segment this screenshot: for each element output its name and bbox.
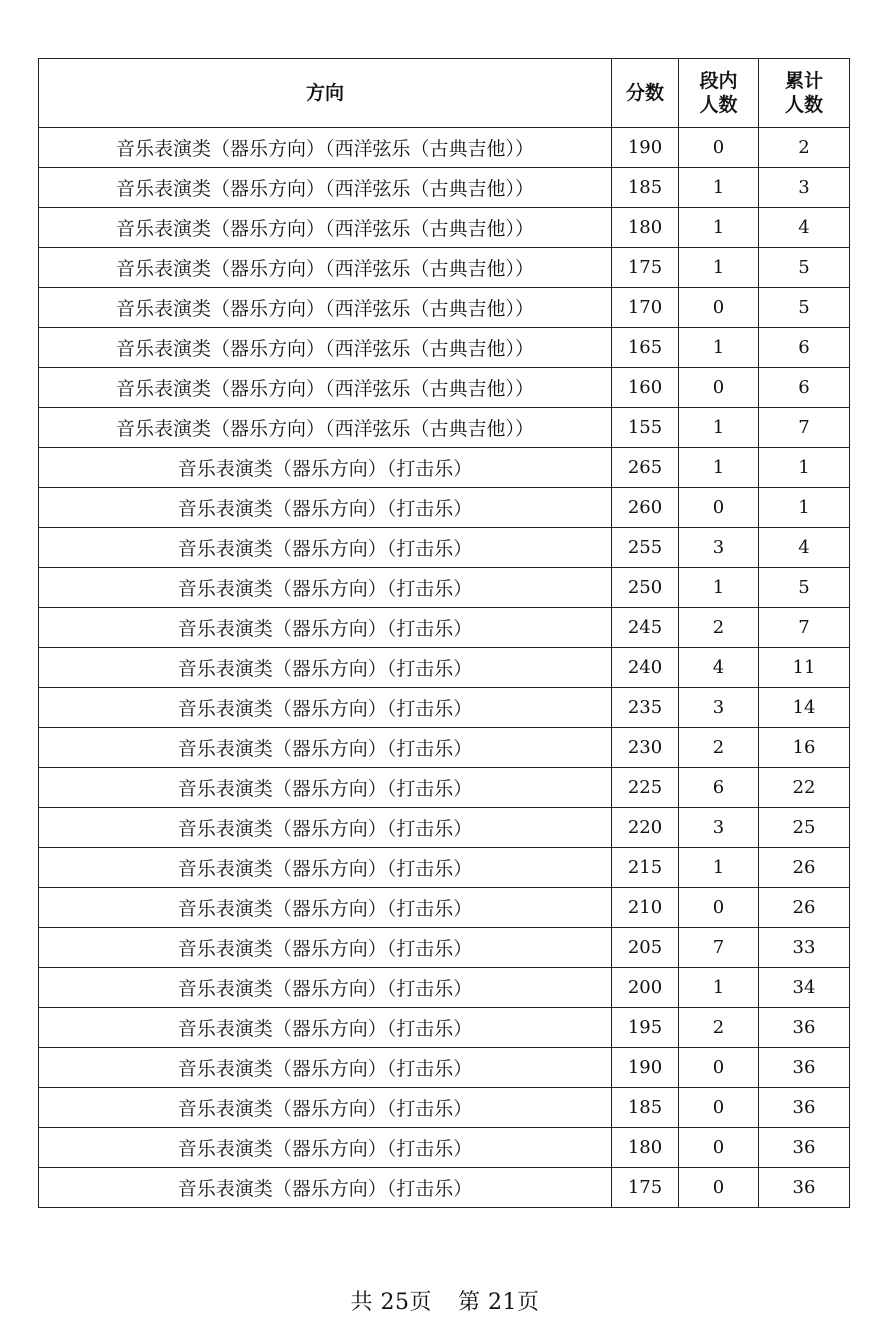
table-row [39,368,850,408]
cell-cumulative-count: 3 [759,168,850,208]
cell-direction: 音乐表演类（器乐方向）（打击乐） [39,848,612,888]
cell-score: 225 [612,768,679,808]
cell-direction: 音乐表演类（器乐方向）（打击乐） [39,448,612,488]
cell-cumulative-count: 14 [759,688,850,728]
cell-cumulative-count: 33 [759,928,850,968]
cell-cumulative-count: 1 [759,488,850,528]
cell-direction: 音乐表演类（器乐方向）（打击乐） [39,528,612,568]
table-row [39,928,850,968]
cell-segment-count: 3 [679,808,759,848]
cell-segment-count: 4 [679,648,759,688]
cell-cumulative-count: 6 [759,328,850,368]
cell-score: 235 [612,688,679,728]
cell-score: 200 [612,968,679,1008]
table-row [39,288,850,328]
table-row [39,328,850,368]
cell-direction: 音乐表演类（器乐方向）（西洋弦乐（古典吉他）） [39,408,612,448]
cell-score: 195 [612,1008,679,1048]
table-row [39,768,850,808]
cell-segment-count: 0 [679,1048,759,1088]
cell-score: 230 [612,728,679,768]
cell-score: 185 [612,1088,679,1128]
table-row [39,448,850,488]
table-header-row [39,59,850,128]
cell-cumulative-count: 5 [759,248,850,288]
cell-score: 160 [612,368,679,408]
cell-direction: 音乐表演类（器乐方向）（西洋弦乐（古典吉他）） [39,288,612,328]
total-pages-label: 共 25页 [350,1290,432,1315]
cell-segment-count: 2 [679,608,759,648]
cell-score: 215 [612,848,679,888]
cell-direction: 音乐表演类（器乐方向）（打击乐） [39,888,612,928]
cell-direction: 音乐表演类（器乐方向）（打击乐） [39,648,612,688]
table-row [39,1128,850,1168]
cell-score: 220 [612,808,679,848]
cell-score: 170 [612,288,679,328]
cell-direction: 音乐表演类（器乐方向）（西洋弦乐（古典吉他）） [39,248,612,288]
cell-segment-count: 3 [679,528,759,568]
table-row [39,528,850,568]
cell-direction: 音乐表演类（器乐方向）（打击乐） [39,1048,612,1088]
cell-cumulative-count: 5 [759,568,850,608]
cell-cumulative-count: 1 [759,448,850,488]
cell-score: 190 [612,1048,679,1088]
cell-direction: 音乐表演类（器乐方向）（打击乐） [39,568,612,608]
cell-direction: 音乐表演类（器乐方向）（打击乐） [39,808,612,848]
cell-segment-count: 1 [679,168,759,208]
cell-direction: 音乐表演类（器乐方向）（打击乐） [39,928,612,968]
cell-cumulative-count: 2 [759,128,850,168]
cell-direction: 音乐表演类（器乐方向）（打击乐） [39,688,612,728]
cell-score: 265 [612,448,679,488]
cell-direction: 音乐表演类（器乐方向）（打击乐） [39,968,612,1008]
cell-direction: 音乐表演类（器乐方向）（西洋弦乐（古典吉他）） [39,328,612,368]
cell-cumulative-count: 25 [759,808,850,848]
cell-direction: 音乐表演类（器乐方向）（打击乐） [39,768,612,808]
table-row [39,168,850,208]
cell-segment-count: 2 [679,728,759,768]
cell-segment-count: 1 [679,448,759,488]
cell-score: 190 [612,128,679,168]
table-row [39,728,850,768]
table-row [39,488,850,528]
cell-cumulative-count: 36 [759,1088,850,1128]
table-row [39,888,850,928]
table-row [39,128,850,168]
cell-direction: 音乐表演类（器乐方向）（西洋弦乐（古典吉他）） [39,368,612,408]
cell-direction: 音乐表演类（器乐方向）（打击乐） [39,1128,612,1168]
cell-score: 240 [612,648,679,688]
cell-direction: 音乐表演类（器乐方向）（西洋弦乐（古典吉他）） [39,128,612,168]
table-row [39,808,850,848]
table-row [39,848,850,888]
cell-score: 250 [612,568,679,608]
cell-score: 155 [612,408,679,448]
cell-segment-count: 0 [679,488,759,528]
table-row [39,248,850,288]
cell-segment-count: 2 [679,1008,759,1048]
cell-direction: 音乐表演类（器乐方向）（打击乐） [39,728,612,768]
table-row [39,688,850,728]
cell-direction: 音乐表演类（器乐方向）（西洋弦乐（古典吉他）） [39,168,612,208]
cell-cumulative-count: 36 [759,1168,850,1208]
cell-cumulative-count: 36 [759,1008,850,1048]
current-page-label: 第 21页 [458,1290,540,1315]
cell-segment-count: 1 [679,208,759,248]
cell-segment-count: 1 [679,568,759,608]
cell-direction: 音乐表演类（器乐方向）（打击乐） [39,608,612,648]
table-row [39,648,850,688]
table-row [39,208,850,248]
table-row [39,1048,850,1088]
cell-cumulative-count: 7 [759,408,850,448]
cell-score: 185 [612,168,679,208]
cell-cumulative-count: 6 [759,368,850,408]
cell-cumulative-count: 16 [759,728,850,768]
cell-score: 180 [612,208,679,248]
cell-cumulative-count: 11 [759,648,850,688]
page-footer [0,1285,890,1316]
cell-direction: 音乐表演类（器乐方向）（打击乐） [39,488,612,528]
cell-score: 210 [612,888,679,928]
cell-score: 175 [612,248,679,288]
cell-direction: 音乐表演类（器乐方向）（西洋弦乐（古典吉他）） [39,208,612,248]
cell-direction: 音乐表演类（器乐方向）（打击乐） [39,1088,612,1128]
header-segment-count: 段内 人数 [679,59,759,128]
cell-cumulative-count: 36 [759,1128,850,1168]
cell-cumulative-count: 36 [759,1048,850,1088]
cell-cumulative-count: 5 [759,288,850,328]
cell-segment-count: 0 [679,128,759,168]
cell-segment-count: 7 [679,928,759,968]
cell-segment-count: 1 [679,408,759,448]
table-row [39,1168,850,1208]
table-row [39,1088,850,1128]
score-distribution-table [38,58,850,1208]
table-body [39,128,850,1208]
cell-cumulative-count: 4 [759,208,850,248]
cell-segment-count: 1 [679,328,759,368]
cell-segment-count: 0 [679,888,759,928]
cell-segment-count: 0 [679,288,759,328]
table-row [39,1008,850,1048]
table-row [39,568,850,608]
cell-cumulative-count: 34 [759,968,850,1008]
cell-segment-count: 3 [679,688,759,728]
header-cumulative-count: 累计 人数 [759,59,850,128]
cell-cumulative-count: 22 [759,768,850,808]
cell-score: 180 [612,1128,679,1168]
cell-score: 175 [612,1168,679,1208]
cell-cumulative-count: 4 [759,528,850,568]
cell-score: 165 [612,328,679,368]
cell-segment-count: 1 [679,248,759,288]
cell-cumulative-count: 7 [759,608,850,648]
cell-score: 255 [612,528,679,568]
header-direction: 方向 [39,59,612,128]
cell-segment-count: 0 [679,368,759,408]
cell-score: 245 [612,608,679,648]
cell-segment-count: 0 [679,1088,759,1128]
table-row [39,608,850,648]
cell-segment-count: 1 [679,848,759,888]
cell-direction: 音乐表演类（器乐方向）（打击乐） [39,1168,612,1208]
cell-segment-count: 0 [679,1128,759,1168]
cell-segment-count: 0 [679,1168,759,1208]
table-row [39,408,850,448]
cell-score: 205 [612,928,679,968]
cell-direction: 音乐表演类（器乐方向）（打击乐） [39,1008,612,1048]
cell-cumulative-count: 26 [759,888,850,928]
cell-segment-count: 1 [679,968,759,1008]
cell-segment-count: 6 [679,768,759,808]
table-row [39,968,850,1008]
cell-cumulative-count: 26 [759,848,850,888]
cell-score: 260 [612,488,679,528]
header-score: 分数 [612,59,679,128]
